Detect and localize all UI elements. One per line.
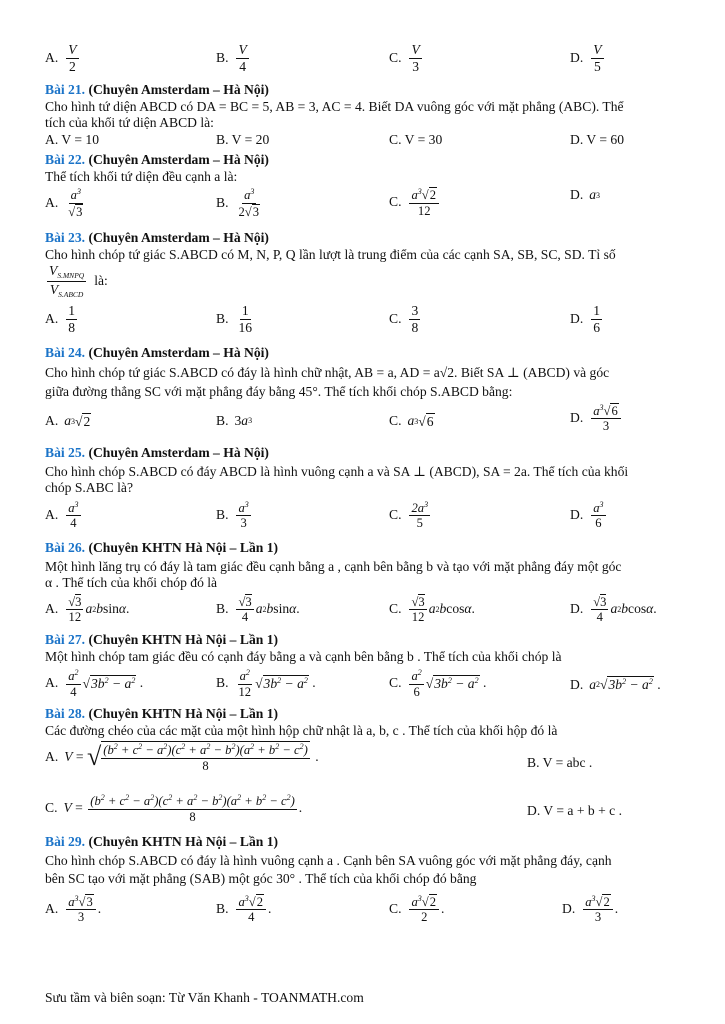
option-a: A. V = √ $\frac{(b^2 + c^2 - a^2)(c^2 + a^2 - b^2)(a^2 + b^2 - c^2)}{8}$ . — [45, 742, 319, 773]
question-stem: Cho hình chóp S.ABCD có đáy ABCD là hình vuông cạnh a và SA ⊥ (ABCD), SA = 2a. Thể tích của khối — [45, 463, 629, 479]
question-25 — [45, 445, 682, 540]
question-stem: Một hình chóp tam giác đều có cạnh đáy bằng a và cạnh bên bằng b . Thể tích của khối chóp là — [45, 648, 562, 664]
option-b: B. $\frac{V}{4}$ — [216, 42, 247, 74]
option-b: B. $\frac{1}{16}$ — [216, 303, 253, 336]
question-heading: Bài 26. (Chuyên KHTN Hà Nội – Lần 1) — [45, 540, 279, 555]
option-a: A. V = 10 — [45, 131, 99, 147]
question-stem: α . Thể tích của khối chóp đó là — [45, 575, 218, 591]
question-stem: Các đường chéo của các mặt của một hình hộp chữ nhật là a, b, c . Thể tích của khối hộp đó là — [45, 722, 558, 738]
question-24 — [45, 345, 682, 443]
question-28 — [45, 706, 682, 833]
option-b: B. V = abc . — [527, 755, 593, 771]
question-heading: Bài 22. (Chuyên Amsterdam – Hà Nội) — [45, 152, 269, 167]
option-d: D. $\frac{√3}{4}$ a 2 b cos α . — [570, 594, 657, 625]
option-a: A. $\frac{1}{8}$ — [45, 303, 76, 336]
option-c: C. $\frac{a^2}{6}$ √ $3b^2 - a^2$ . — [389, 668, 487, 699]
option-d: D. $\frac{V}{5}$ — [570, 42, 602, 74]
question-stem: Cho hình tứ diện ABCD có DA = BC = 5, AB = 3, AC = 4. Biết DA vuông góc với mặt phẳng (ABC). Thể — [45, 98, 624, 114]
option-b: B. 3 a 3 — [216, 412, 253, 428]
option-a: A. $a^3$ √ 3 — [45, 187, 83, 219]
option-a: A. $\frac{a^3}{4}$ — [45, 499, 79, 531]
option-a: A. $\frac{a^2}{4}$ √ $3b^2 - a^2$ . — [45, 668, 144, 699]
page-footer: Sưu tầm và biên soạn: Từ Văn Khanh - TOANMATH.com — [45, 990, 364, 1005]
option-d: D. $a^3$ √ 6 3 — [570, 403, 623, 434]
ratio-expression: $\frac{V_{S.MNPQ}}{V_{S.ABCD}}$ là: — [49, 263, 108, 299]
question-stem: Thể tích khối tứ diện đều cạnh a là: — [45, 168, 238, 184]
option-c: C. V = $\frac{(b^2 + c^2 - a^2)(c^2 + a^2 - b^2)(a^2 + b^2 - c^2)}{8}$ . — [45, 793, 303, 824]
question-heading: Bài 21. (Chuyên Amsterdam – Hà Nội) — [45, 82, 269, 97]
question-heading: Bài 25. (Chuyên Amsterdam – Hà Nội) — [45, 445, 269, 460]
option-d: D. $\frac{a^3}{6}$ — [570, 499, 604, 531]
option-d: D. V = a + b + c . — [527, 803, 622, 819]
question-stem: Cho hình chóp tứ giác S.ABCD có M, N, P, Q lần lượt là trung điểm của các cạnh SA, SB, SC, SD. Tỉ số — [45, 246, 616, 262]
option-b: B. $\frac{a^3}{3}$ — [216, 499, 249, 531]
question-27 — [45, 632, 682, 708]
option-b: B. $\frac{√3}{4}$ a 2 b sin α . — [216, 594, 300, 625]
option-b: B. V = 20 — [216, 131, 270, 147]
option-a: A. $a^3$ √ 3 3 . — [45, 893, 102, 925]
option-d: D. a 3 — [570, 187, 601, 203]
question-stem: Cho hình chóp tứ giác S.ABCD có đáy là hình chữ nhật, AB = a, AD = a√2. Biết SA ⊥ (ABCD) và góc — [45, 364, 610, 380]
option-c: C. $\frac{2a^3}{5}$ — [389, 499, 429, 531]
question-stem: giữa đường thẳng SC với mặt phẳng đáy bằng 45°. Thể tích khối chóp S.ABCD bằng: — [45, 384, 513, 400]
option-c: C. $\frac{V}{3}$ — [389, 42, 420, 74]
question-heading: Bài 29. (Chuyên KHTN Hà Nội – Lần 1) — [45, 834, 279, 849]
question-stem: tích của khối tứ diện ABCD là: — [45, 115, 214, 131]
question-stem: bên SC tạo với mặt phẳng (SAB) một góc 30° . Thể tích của khối chóp đó bằng — [45, 871, 477, 887]
option-a: A. $\frac{√3}{12}$ a 2 b sin α . — [45, 594, 130, 625]
question-29 — [45, 834, 682, 934]
question-stem: Cho hình chóp S.ABCD có đáy là hình vuông cạnh a . Cạnh bên SA vuông góc với mặt phẳng đáy, cạnh — [45, 852, 612, 868]
option-c: C. $a^3$ √ 2 2 . — [389, 893, 445, 925]
option-c: C. $a^3$ √ 2 12 — [389, 187, 441, 218]
option-d: D. $a^3$ √ 2 3 . — [562, 893, 619, 925]
question-heading: Bài 27. (Chuyên KHTN Hà Nội – Lần 1) — [45, 632, 279, 647]
prev-options — [45, 42, 682, 82]
question-stem: chóp S.ABC là? — [45, 480, 133, 496]
question-heading: Bài 28. (Chuyên KHTN Hà Nội – Lần 1) — [45, 706, 279, 721]
option-b: B. $\frac{a^2}{12}$ √ $3b^2 - a^2$ . — [216, 668, 316, 699]
option-a: A. $\frac{V}{2}$ — [45, 42, 77, 74]
question-22 — [45, 152, 682, 231]
option-b: B. $a^3$ 2 √ 3 — [216, 187, 259, 219]
option-d: D. a 2 √ $3b^2 - a^2$ . — [570, 676, 661, 693]
option-d: D. V = 60 — [570, 131, 624, 147]
question-heading: Bài 24. (Chuyên Amsterdam – Hà Nội) — [45, 345, 269, 360]
option-a: A. a 3 √ 2 — [45, 413, 91, 429]
option-b: B. $a^3$ √ 2 4 . — [216, 893, 272, 925]
question-23 — [45, 230, 682, 339]
question-stem: Một hình lăng trụ có đáy là tam giác đều cạnh bằng a , cạnh bên bằng b và tạo với mặt phẳng đáy một góc — [45, 558, 622, 574]
option-d: D. $\frac{1}{6}$ — [570, 303, 601, 336]
question-heading: Bài 23. (Chuyên Amsterdam – Hà Nội) — [45, 230, 269, 245]
question-21 — [45, 82, 682, 150]
option-c: C. V = 30 — [389, 131, 443, 147]
option-c: C. $\frac{√3}{12}$ a 2 b cos α . — [389, 594, 475, 625]
option-c: C. a 3 √ 6 — [389, 413, 434, 429]
option-c: C. $\frac{3}{8}$ — [389, 303, 419, 336]
question-26 — [45, 540, 682, 635]
